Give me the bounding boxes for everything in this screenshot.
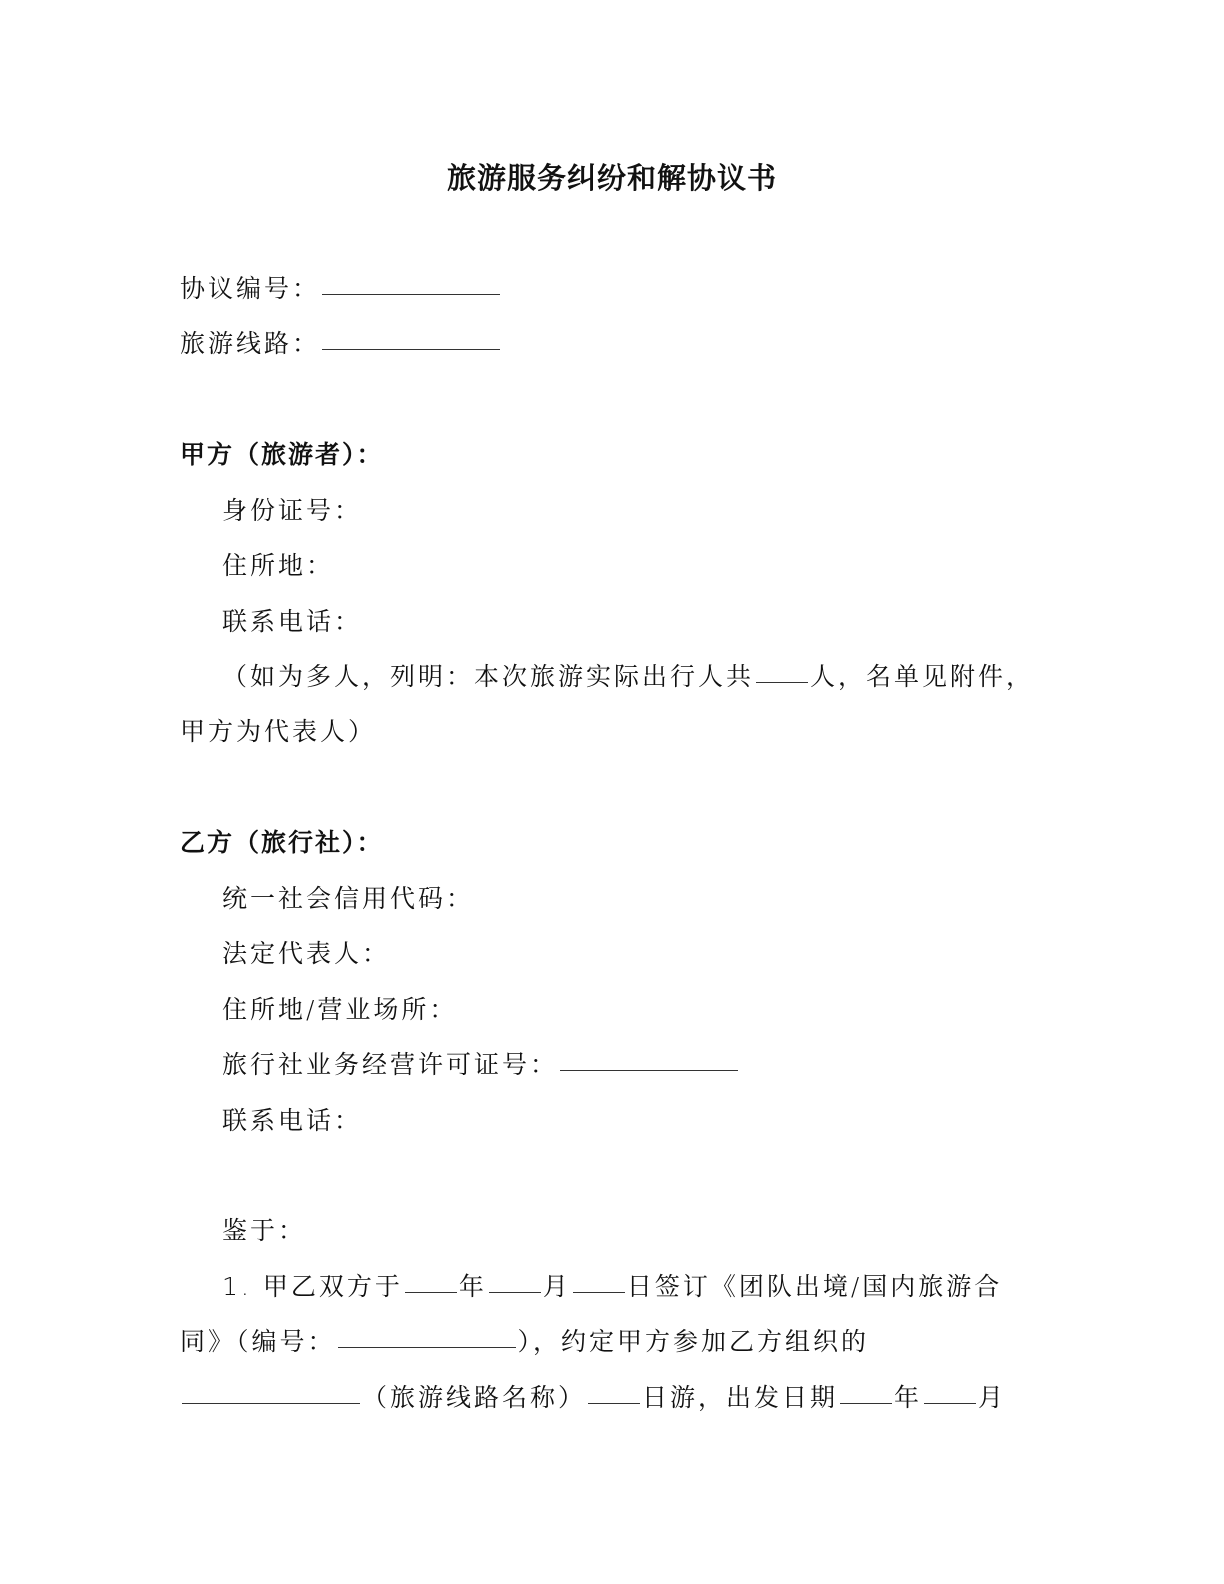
party-b-heading: 乙方（旅行社）： [180,828,384,857]
recital-text-2: 日签订《团队出境/国内旅游合 [626,1272,1003,1301]
agreement-number-field [180,272,502,306]
party-a-note-text: （如为多人，列明：本次旅游实际出行人共 [222,662,755,691]
recital-1-line3 [180,1381,1006,1415]
agreement-number-blank[interactable] [322,293,500,295]
party-b-license-field [222,1048,740,1082]
contract-number-blank[interactable] [338,1346,516,1348]
sign-day-blank[interactable] [573,1291,625,1293]
recital-1-line1 [222,1270,1002,1304]
contract-number-label: 同》（编号： [180,1327,336,1356]
travel-route-label: 旅游线路： [180,329,321,358]
year-label: 年 [458,1272,487,1301]
month-label-2: 月 [978,1383,1007,1412]
party-a-note [222,660,1034,694]
party-b-license-label: 旅行社业务经营许可证号： [222,1050,559,1079]
party-a-heading: 甲方（旅游者）： [180,440,384,469]
recital-text-3: ），约定甲方参加乙方组织的 [517,1327,870,1356]
travel-route-field [180,327,502,361]
party-a-id-label: 身份证号： [222,496,363,525]
route-name-label: （旅游线路名称） [362,1383,587,1412]
travelers-count-blank[interactable] [756,681,808,683]
year-label-2: 年 [894,1383,923,1412]
recital-number: 1. [222,1272,252,1301]
sign-year-blank[interactable] [405,1291,457,1293]
license-number-blank[interactable] [560,1069,738,1071]
recital-text: 甲乙双方于 [262,1272,403,1301]
departure-date-label: 日游，出发日期 [642,1383,839,1412]
party-a-note-line2: 甲方为代表人） [180,717,377,746]
agreement-number-label: 协议编号： [180,274,321,303]
party-b-phone-label: 联系电话： [222,1106,363,1135]
month-label: 月 [542,1272,571,1301]
travel-route-blank[interactable] [322,348,500,350]
party-a-phone-label: 联系电话： [222,607,363,636]
document-title: 旅游服务纠纷和解协议书 [446,161,777,195]
departure-year-blank[interactable] [840,1402,892,1404]
party-a-address-label: 住所地： [222,551,335,580]
departure-month-blank[interactable] [924,1402,976,1404]
recitals-heading: 鉴于： [222,1216,307,1245]
party-b-address-label: 住所地/营业场所： [222,995,458,1024]
days-blank[interactable] [588,1402,640,1404]
recital-1-line2 [180,1325,869,1359]
party-b-legal-rep-label: 法定代表人： [222,939,391,968]
party-a-note-text-2: 人，名单见附件， [810,662,1035,691]
sign-month-blank[interactable] [489,1291,541,1293]
route-name-blank[interactable] [182,1402,360,1404]
party-b-credit-code-label: 统一社会信用代码： [222,884,475,913]
